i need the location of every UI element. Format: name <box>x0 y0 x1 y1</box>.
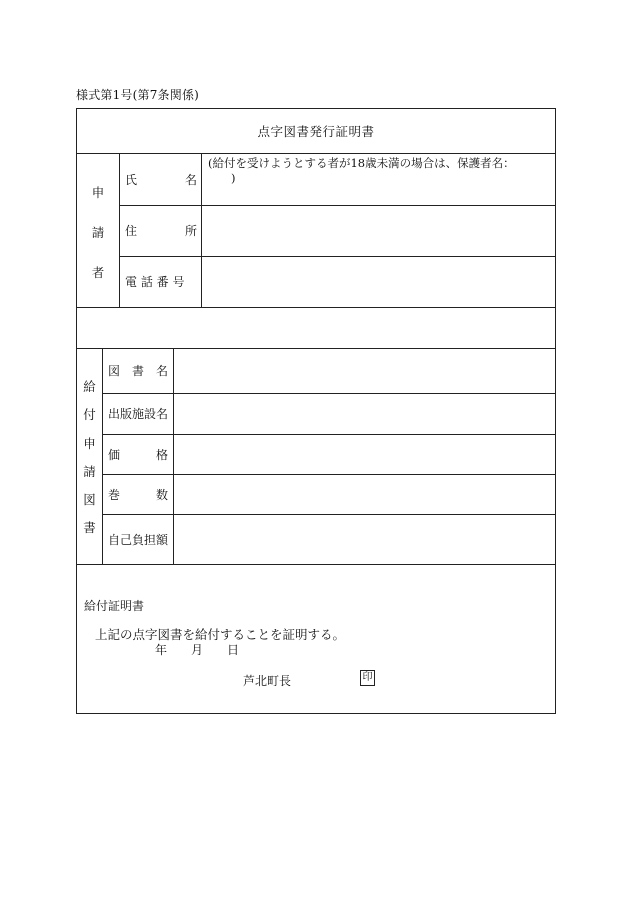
label-copay: 自己負担額 <box>108 532 169 547</box>
label-book-title: 図 書 名 <box>108 364 169 378</box>
applicant-label-char: 申 <box>91 185 105 200</box>
form-number-label: 様式第1号(第7条関係) <box>76 88 200 102</box>
book-label-char: 図 <box>83 492 96 508</box>
field-price[interactable] <box>174 435 555 474</box>
book-label-char: 書 <box>83 520 96 536</box>
label-price: 価 格 <box>108 447 169 462</box>
certificate-heading: 給付証明書 <box>84 599 145 613</box>
certificate-statement: 上記の点字図書を給付することを証明する。 <box>95 627 346 642</box>
certificate-date: 年 月 日 <box>155 643 240 657</box>
book-label-char: 給 <box>83 379 96 394</box>
field-address[interactable] <box>202 206 555 256</box>
certificate-form <box>76 108 556 714</box>
blank-row <box>77 308 555 347</box>
field-volumes[interactable] <box>174 475 555 514</box>
applicant-label-char: 者 <box>91 264 105 280</box>
label-address: 住 所 <box>125 224 198 238</box>
applicant-section-label <box>77 187 119 279</box>
mayor-title: 芦北町長 <box>243 674 292 688</box>
guardian-note-line2: ) <box>208 171 236 185</box>
book-section-label <box>77 381 102 535</box>
label-volumes: 巻 数 <box>108 487 169 502</box>
field-phone[interactable] <box>202 257 555 307</box>
form-title: 点字図書発行証明書 <box>257 124 375 139</box>
guardian-note-line1: (給付を受けようとする者が18歳未満の場合は、保護者名： <box>208 156 515 170</box>
divider-applicant-col1 <box>119 153 120 307</box>
label-publisher: 出版施設名 <box>108 407 169 421</box>
label-name: 氏 名 <box>125 172 198 187</box>
divider-book-end <box>77 564 555 565</box>
book-label-char: 請 <box>83 463 96 479</box>
field-publisher[interactable] <box>174 394 555 434</box>
seal-stamp: 印 <box>360 670 375 686</box>
field-name[interactable] <box>202 154 555 205</box>
field-copay[interactable] <box>174 515 555 564</box>
book-label-char: 申 <box>83 435 96 451</box>
book-label-char: 付 <box>83 407 96 423</box>
divider-book-col1 <box>102 348 103 564</box>
field-book-title[interactable] <box>174 349 555 393</box>
applicant-label-char: 請 <box>91 224 105 240</box>
label-phone: 電 話 番 号 <box>125 275 185 289</box>
